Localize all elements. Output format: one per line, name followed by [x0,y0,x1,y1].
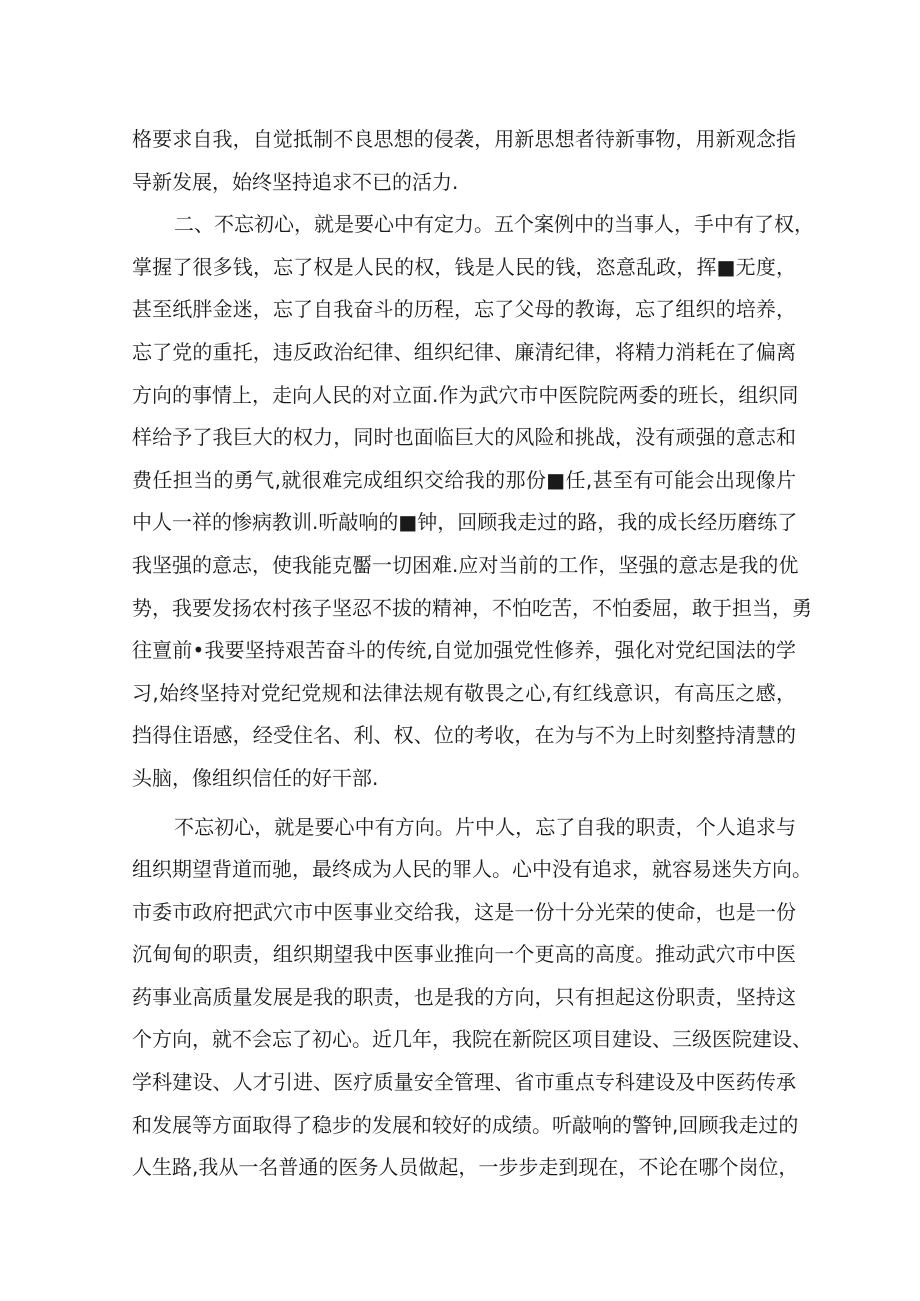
text-line: 挡得住语感，经受住名、利、权、位的考收，在为与不为上时刻整持清慧的 [132,723,796,748]
text-line: 二、不忘初心，就是要心中有定力。五个案例中的当事人，手中有了权， [174,212,814,237]
paragraph-direction [132,806,812,1189]
text-line: 导新发展，始终坚持追求不已的活力. [132,169,459,194]
text-line: 市委市政府把武穴市中医事业交给我，这是一份十分光荣的使命，也是一份 [132,899,796,924]
text-line: 样给予了我巨大的权力，同时也面临巨大的风险和挑战，没有顽强的意志和 [132,425,796,450]
text-line: 格要求自我，自觉抵制不良思想的侵袭，用新思想者待新事物，用新观念指 [132,127,796,151]
document-body [132,118,814,1189]
text-line: 习,始终坚持对党纪党规和法律法规有敬畏之心,有红线意识，有高压之感， [132,680,796,705]
text-line: 方向的事情上，走向人民的对立面.作为武穴市中医院院两委的班长，组织同 [132,382,799,407]
paragraph-continuation [132,118,796,203]
text-line: 忘了党的重托，违反政治纪律、组织纪律、廉清纪律，将精力消耗在了偏离 [132,339,796,364]
text-line: 不忘初心，就是要心中有方向。片中人，忘了自我的职责，个人追求与 [174,814,796,839]
text-line: 组织期望背道而驰，最终成为人民的罪人。心中没有追求，就容易迷失方向。 [132,857,812,882]
text-line: 往亶前•我要坚持艰苦奋斗的传统,自觉加强党性修养，强化对党纪国法的学 [132,638,796,663]
text-line: 个方向，就不会忘了初心。近几年，我院在新院区项目建设、三级医院建设、 [132,1027,812,1052]
text-line: 费任担当的勇气,就很难完成组织交给我的那份■任,甚至有可能会出现像片 [132,467,796,492]
text-line: 人生路,我从一名普通的医务人员做起，一步步走到现在，不论在哪个岗位， [132,1155,799,1180]
paragraph-focus [132,203,814,799]
text-line: 势，我要发扬农村孩子坚忍不拔的精神，不怕吃苦，不怕委屈，敢于担当，勇 [132,595,812,620]
text-line: 学科建设、人才引进、医疗质量安全管理、省市重点专科建设及中医药传承 [132,1070,796,1095]
text-line: 我坚强的意志，使我能克靨一切困难.应对当前的工作，坚强的意志是我的优 [132,552,799,577]
text-line: 甚至纸胖金迷，忘了自我奋斗的历程，忘了父母的教诲，忘了组织的培养， [132,297,796,322]
text-line: 沉甸甸的职责，组织期望我中医事业推向一个更高的高度。推动武穴市中医 [132,942,796,967]
text-line: 中人一祥的惨病教训.听敲响的■钟，回顾我走过的路，我的成长经历磨练了 [132,510,798,535]
text-line: 和发展等方面取得了稳步的发展和较好的成绩。听敲响的警钟,回顾我走过的 [132,1112,799,1137]
text-line: 头脑，像组织信任的好干部. [132,765,379,790]
text-line: 掌握了很多钱，忘了权是人民的权，钱是人民的钱，恣意乱政，挥■无度， [132,254,796,279]
text-line: 药事业高质量发展是我的职责，也是我的方向，只有担起这份职责，坚持这 [132,984,796,1009]
